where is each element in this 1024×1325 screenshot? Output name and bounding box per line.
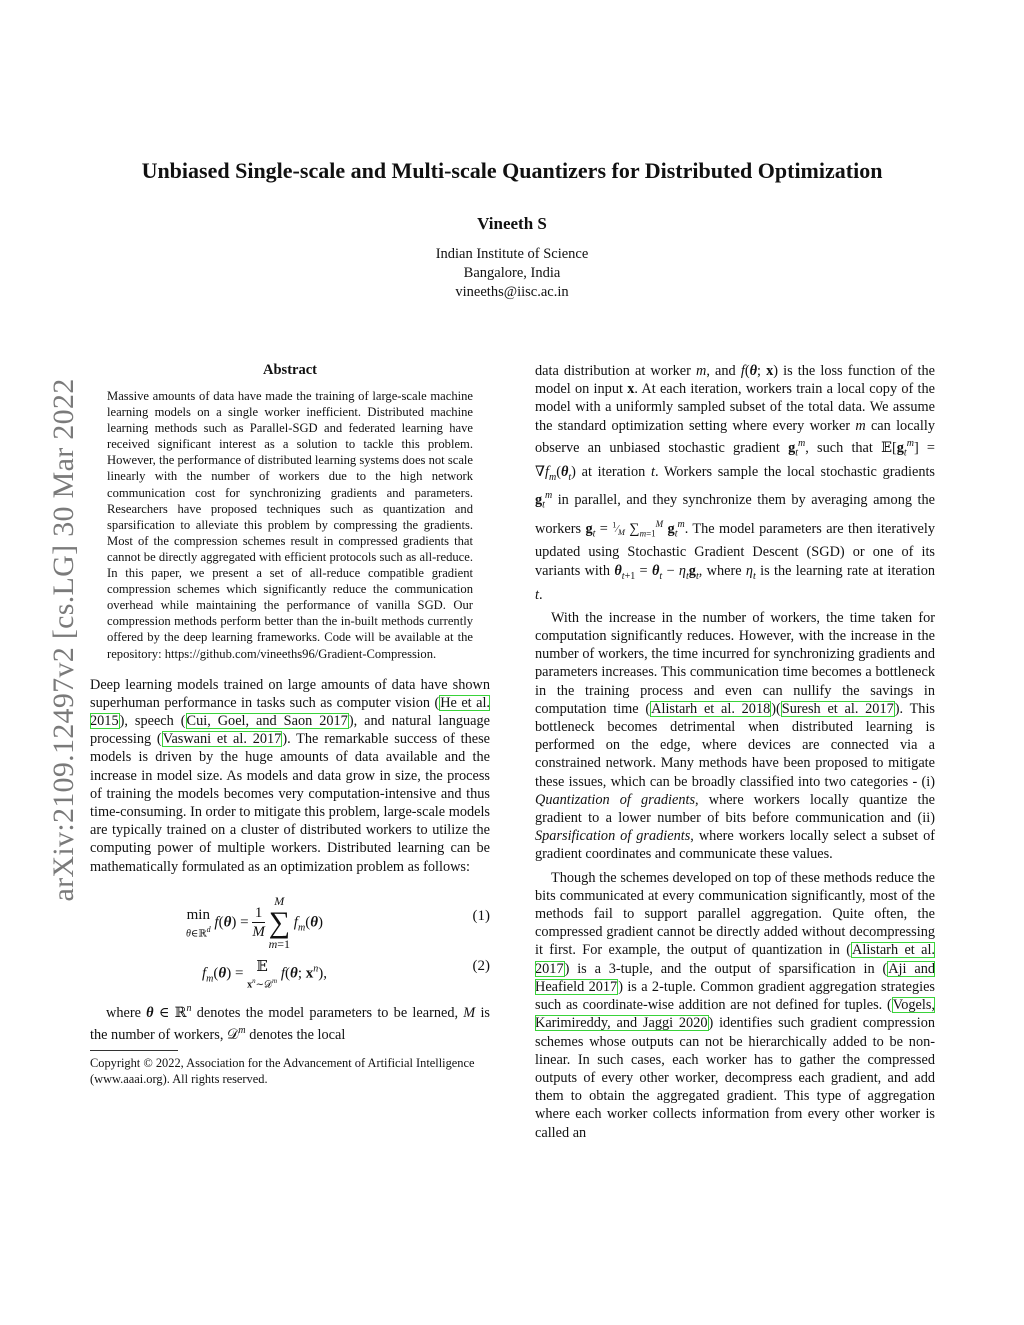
right-paragraph-1: data distribution at worker m, and f(θ; x) is the loss function of the model on input x. At each iteration, workers train a local copy of the model with a uniformly sampled subset of the total data. We assume the standard optimization setting where every worker m can locally observe an unbiased stochastic gradient $g_t^m$, such that $𝔼[g_t^m] = \nabla f_m(\theta_t)$ at iteration t. Workers sample the local stochastic gradients $g_t^m$ in parallel, and they synchronize them by averaging among the workers $g_t$ = $^1⁄_M$ $\sum_{m=1}^M$ $g_t^m$. The model parameters are then iteratively updated using Stochastic Gradient Descent (SGD) or one of its variants with $\theta_{t+1} = \theta_t - \eta_tg_t$, where $\eta_t$ is the learning rate at iteration t. bbox=[535, 363, 936, 603]
citation-link[interactable]: Alistarh et al. 2018 bbox=[651, 700, 771, 717]
affiliation-email[interactable]: vineeths@iisc.ac.in bbox=[455, 284, 569, 300]
affiliation-institute: Indian Institute of Science bbox=[435, 246, 589, 262]
affiliation-location: Bangalore, India bbox=[463, 265, 561, 281]
where-paragraph: where θ ∈ ℝ$^n$ denotes the model parameters to be learned, M is the number of workers, 𝒟$^m$ denotes the local bbox=[90, 1002, 490, 1043]
citation-link[interactable]: Aji and Heafield 2017 bbox=[535, 960, 935, 995]
equations-block bbox=[90, 894, 490, 992]
citation-link[interactable]: Suresh et al. 2017 bbox=[781, 700, 894, 717]
right-paragraph-3: Though the schemes developed on top of these methods reduce the bits communicated at every communication significantly, most of the methods fail to support parallel aggregation. Quite often, the compressed gradient cannot be directly added without decompressing it first. For example, the output of quantization in (Alistarh et al. 2017) is a 3-tuple, and the output of sparsification in (Aji and Heafield 2017) is a 2-tuple. Common gradient aggregation strategies such as coordinate-wise addition are not defined for tuples. (Vogels, Karimireddy, and Jaggi 2020) identifies such gradient compression schemes whose outputs can not be hierarchically added to be non-linear. In such cases, each worker has to gather the compressed outputs of every other worker, decompress each gradient, and add them to obtain the aggregated gradient. This type of aggregation where each worker collects information from every other worker is called an bbox=[535, 869, 936, 1141]
left-column bbox=[90, 362, 490, 1087]
citation-link[interactable]: Alistarh et al. 2017 bbox=[535, 942, 936, 977]
equation-1: min θ∈ℝ$^d$ f(θ) = $\frac{1}{M}$ M ∑ m=1 $f_m(\theta)$ (1) bbox=[186, 893, 490, 951]
equation-number: (2) bbox=[472, 957, 490, 974]
citation-link[interactable]: Vogels, Karimireddy, and Jaggi 2020 bbox=[535, 997, 935, 1032]
right-paragraph-2: With the increase in the number of workers, the time taken for computation significantly reduces. However, with the increase in the number of workers, the time incurred for synchronizing gradients and parameters increases. This communication time becomes a bottleneck in the training process and even can nullify the savings in computation time (Alistarh et al. 2018)(Suresh et al. 2017). This bottleneck becomes detrimental when distributed learning is performed on the edge, where devices are connected via a constrained network. Many methods have been proposed to mitigate these issues, which can be broadly classified into two categories - (i) Quantization of gradients, where workers locally quantize the gradient to a lower number of bits before communication and (ii) Sparsification of gradients, where workers locally select a subset of gradient coordinates and communicate these values. bbox=[535, 609, 935, 863]
intro-paragraph: Deep learning models trained on large amounts of data have shown superhuman performance in tasks such as computer vision (He et al. 2015), speech (Cui, Goel, and Saon 2017), and natural language processing (Vaswani et al. 2017). The remarkable success of these models is driven by the huge amounts of data available and the increase in model size. As models and data grow in size, the process of training the models becomes very computation-intensive and thus time-consuming. In order to mitigate this problem, large-scale models are typically trained on a cluster of distributed workers to utilize the computing power of multiple workers. Distributed learning can be mathematically formulated as an optimization problem as follows: bbox=[90, 676, 491, 875]
citation-link[interactable]: Cui, Goel, and Saon 2017 bbox=[186, 713, 348, 729]
abstract-heading: Abstract bbox=[263, 362, 317, 378]
paper-title: Unbiased Single-scale and Multi-scale Quantizers for Distributed Optimization bbox=[141, 158, 883, 183]
footnote-divider bbox=[90, 1050, 178, 1051]
equation-number: (1) bbox=[472, 907, 490, 924]
author-name: Vineeth S bbox=[477, 214, 547, 233]
copyright-footnote: Copyright © 2022, Association for the Advancement of Artificial Intelligence (www.aaai.org). All rights reserved. bbox=[90, 1055, 475, 1086]
right-column bbox=[535, 362, 935, 1142]
citation-link[interactable]: He et al. 2015 bbox=[90, 694, 490, 729]
citation-link[interactable]: Vaswani et al. 2017 bbox=[162, 731, 282, 748]
abstract-text: Massive amounts of data have made the training of large-scale machine learning models on a single worker inefficient. Distributed machine learning methods such as Parallel-SGD and federated learning have received significant interest as a solution to tackle this problem. However, the performance of distributed learning systems does not scale linearly with the number of workers due to the high network communication cost for synchronizing gradients and parameters. Researchers have proposed techniques such as quantization and sparsification to alleviate this problem by compressing the gradients. Most of the compression schemes result in compressed gradients that cannot be directly aggregated with efficient protocols such as all-reduce. In this paper, we present a set of all-reduce compatible gradient compression schemes which significantly reduce the communication overhead while maintaining the performance of vanilla SGD. Our compression methods perform better than the in-built methods currently offered by the deep learning frameworks. Code will be available at the repository: https://github.com/vineeths96/Gradient-Compression. bbox=[107, 389, 473, 661]
equation-2: $f_m(\theta)$ = 𝔼 $x^n\sim 𝒟^m$ f(θ; $x^n$), (2) bbox=[202, 957, 490, 991]
affiliation bbox=[0, 245, 1024, 302]
arxiv-stamp: arXiv:2109.12497v2 [cs.LG] 30 Mar 2022 bbox=[47, 378, 80, 902]
